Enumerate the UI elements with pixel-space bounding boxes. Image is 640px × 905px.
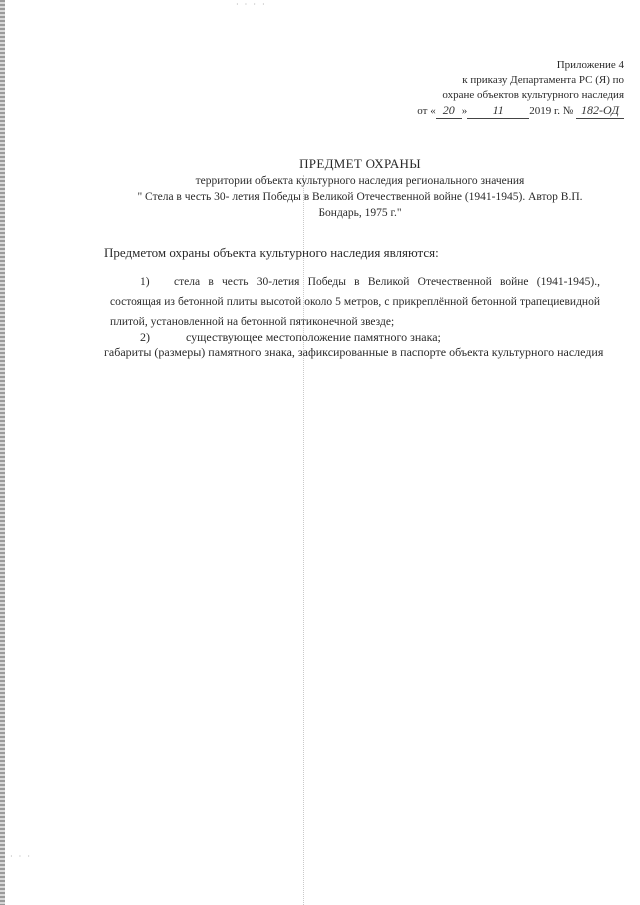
appendix-line-2: к приказу Департамента РС (Я) по [462, 74, 624, 86]
item-1-number: 1) [140, 276, 150, 288]
protection-item-2 [104, 330, 604, 360]
scan-specks-top: · · · · [236, 0, 267, 9]
appendix-line-3: охране объектов культурного наследия [442, 89, 624, 101]
date-mid: » [461, 105, 468, 117]
date-day: 20 [436, 103, 462, 119]
item-2-number: 2) [140, 330, 150, 344]
date-prefix: от « [417, 105, 436, 117]
protection-item-1 [110, 272, 600, 332]
intro-paragraph: Предметом охраны объекта культурного наследия являются: [104, 245, 439, 260]
object-name-line-1: " Стела в честь 30- летия Победы в Великой Отечественной войне (1941-1945). Автор В.П. [137, 191, 583, 203]
item-2-line-1: существующее местоположение памятного знака; [186, 330, 441, 344]
scan-edge [0, 0, 5, 905]
document-subtitle: территории объекта культурного наследия регионального значения [195, 175, 525, 187]
item-2-line-2: габариты (размеры) памятного знака, зафиксированные в паспорте объекта культурного наследия [104, 345, 604, 359]
appendix-line-1: Приложение 4 [556, 59, 624, 71]
item-1-text: стела в честь 30-летия Победы в Великой Отечественной войне (1941-1945)., состоящая из бетонной плиты высотой около 5 метров, с прикреплённой бетонной трапециевидной плитой, установленной на бетонной пятиконечной звезде; [110, 276, 600, 328]
order-number: 182-ОД [576, 103, 624, 119]
object-name-line-2: Бондарь, 1975 г." [318, 207, 402, 219]
appendix-date-line [394, 103, 624, 119]
date-month: 11 [467, 103, 529, 119]
document-heading: ПРЕДМЕТ ОХРАНЫ [299, 156, 421, 171]
appendix-header [394, 58, 624, 119]
date-year: 2019 г. № [529, 105, 574, 117]
title-block [110, 156, 610, 221]
scan-specks-bottom: · · · [10, 852, 32, 861]
